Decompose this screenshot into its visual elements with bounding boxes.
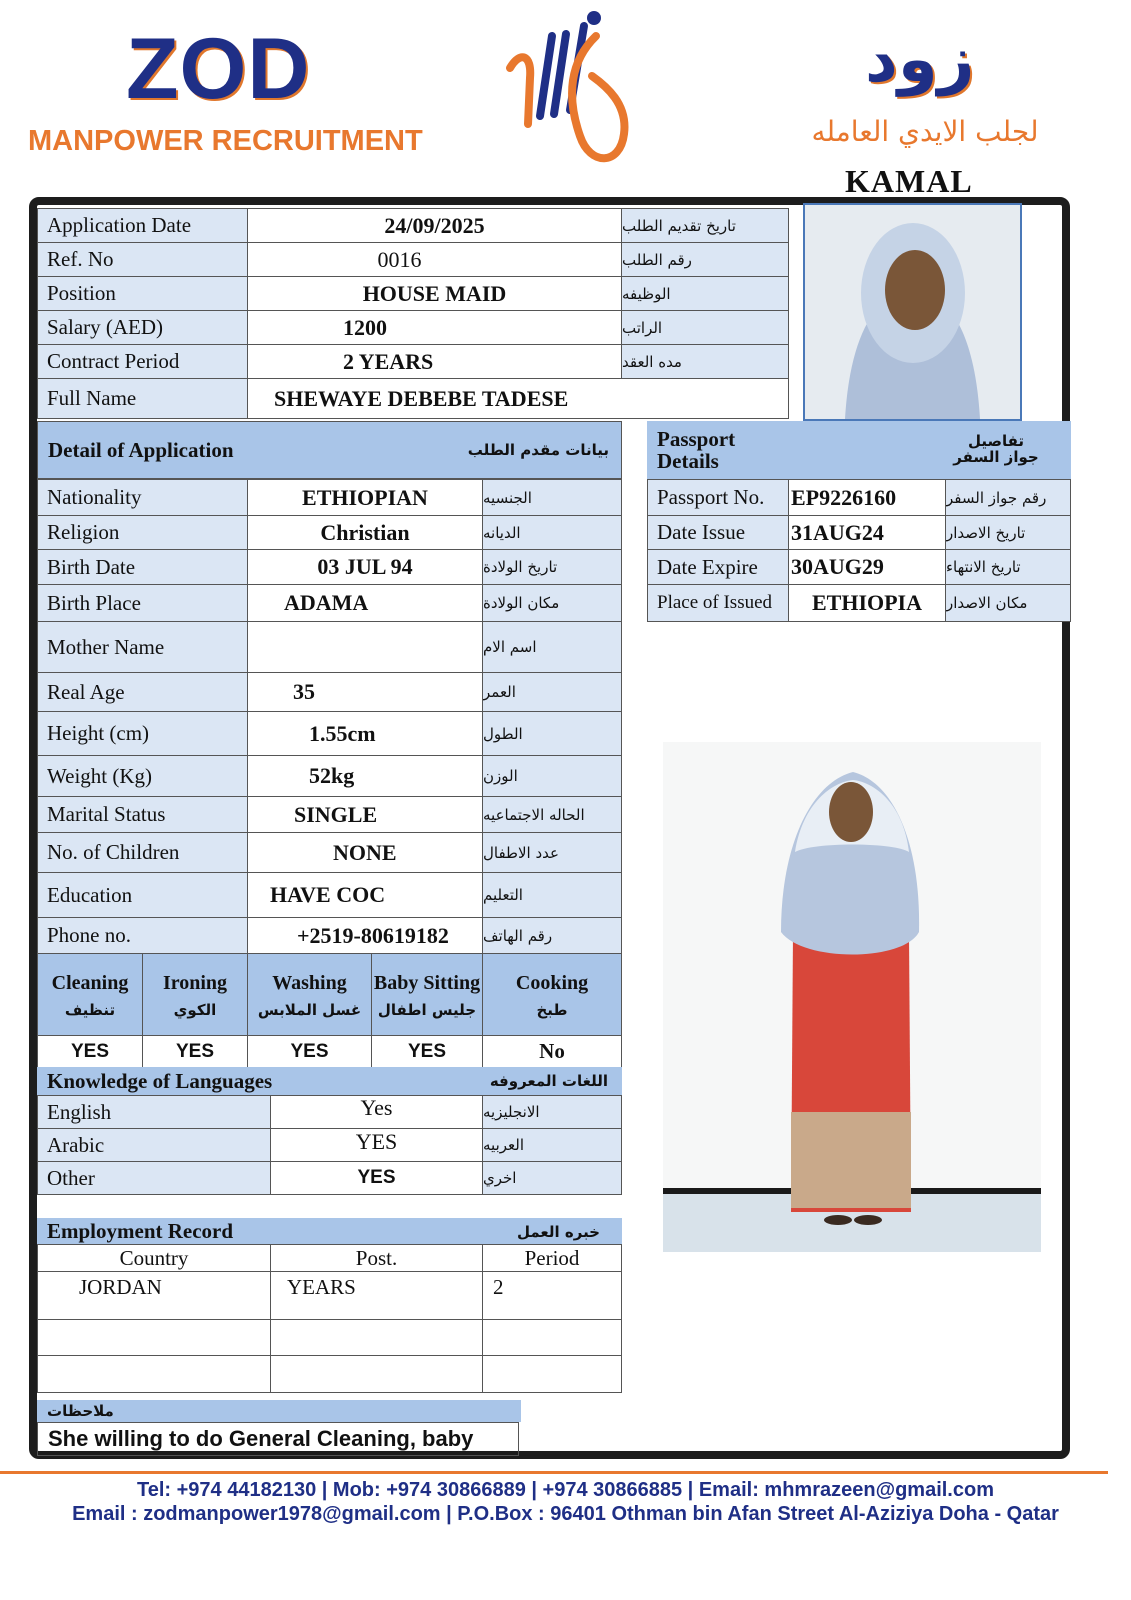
skill-baby-sitting-value: YES xyxy=(371,1035,483,1068)
nationality-label: Nationality xyxy=(37,479,248,516)
skill-baby-sitting-label: Baby Sitting xyxy=(373,971,481,994)
salary-arabic: الراتب xyxy=(621,310,789,345)
employment-row-3-period xyxy=(482,1355,622,1393)
portrait-photo xyxy=(803,203,1022,421)
marital-status-value: SINGLE xyxy=(247,796,483,833)
employment-column-post: Post. xyxy=(270,1244,483,1272)
weight-value: 52kg xyxy=(247,755,483,797)
religion-label: Religion xyxy=(37,515,248,550)
education-label: Education xyxy=(37,872,248,918)
agent-name: KAMAL xyxy=(845,163,973,199)
language-other-arabic: اخري xyxy=(482,1161,622,1195)
place-issued-label: Place of Issued xyxy=(647,584,789,622)
employment-row-1-country: JORDAN xyxy=(37,1271,271,1320)
ref-no-arabic: رقم الطلب xyxy=(621,242,789,277)
full-body-photo xyxy=(663,742,1041,1252)
nationality-value: ETHIOPIAN xyxy=(247,479,483,516)
skill-cleaning xyxy=(37,953,143,1036)
skill-cleaning-label: Cleaning xyxy=(51,971,129,994)
brand-tagline-arabic: لجلب الايدي العامله xyxy=(811,115,1039,148)
skill-ironing xyxy=(142,953,248,1036)
employment-title-arabic: خبره العمل xyxy=(516,1222,600,1241)
footer-contact-line: Tel: +974 44182130 | Mob: +974 30866889 | +974 30866885 | Email: mhmrazeen@gmail.com xyxy=(137,1479,994,1501)
salary-label: Salary (AED) xyxy=(37,310,248,345)
birth-place-value: ADAMA xyxy=(247,584,483,622)
contract-period-label: Contract Period xyxy=(37,344,248,379)
children-label: No. of Children xyxy=(37,832,248,873)
real-age-value: 35 xyxy=(247,672,483,712)
employment-header xyxy=(37,1218,622,1245)
skill-cleaning-arabic: تنظيف xyxy=(64,1000,116,1019)
detail-of-application-title-arabic: بيانات مقدم الطلب xyxy=(467,441,609,459)
contract-period-value: 2 YEARS xyxy=(247,344,622,379)
mother-name-arabic: اسم الام xyxy=(482,621,622,673)
children-value: NONE xyxy=(247,832,483,873)
full-body-photo-icon xyxy=(663,742,1041,1252)
place-issued-value: ETHIOPIA xyxy=(788,584,946,622)
skill-cooking-arabic: طبخ xyxy=(536,1000,568,1019)
education-value: HAVE COC xyxy=(247,872,483,918)
passport-header xyxy=(647,421,1071,479)
remarks-text: She willing to do General Cleaning, baby xyxy=(37,1422,519,1456)
language-other-value: YES xyxy=(270,1161,483,1195)
height-arabic: الطول xyxy=(482,711,622,756)
language-arabic-label: Arabic xyxy=(37,1128,271,1162)
brand-subtitle: MANPOWER RECRUITMENT xyxy=(28,125,423,157)
skill-washing-value: YES xyxy=(247,1035,372,1068)
birth-date-value: 03 JUL 94 xyxy=(247,549,483,585)
brand-logo-text: ZOD xyxy=(126,21,311,117)
ref-no-label: Ref. No xyxy=(37,242,248,277)
skill-washing-label: Washing xyxy=(272,971,347,994)
skill-cooking xyxy=(482,953,622,1036)
language-arabic-arabic: العربيه xyxy=(482,1128,622,1162)
skill-cooking-value: No xyxy=(482,1035,622,1068)
skill-baby-sitting-arabic: جليس اطفال xyxy=(377,1000,477,1019)
marital-status-arabic: الحاله الاجتماعيه xyxy=(482,796,622,833)
date-issue-label: Date Issue xyxy=(647,515,789,550)
remarks-title-arabic: ملاحظات xyxy=(47,1402,114,1420)
full-name-label: Full Name xyxy=(37,378,248,419)
language-english-value: Yes xyxy=(270,1095,483,1129)
position-arabic: الوظيفه xyxy=(621,276,789,311)
footer-address-line: Email : zodmanpower1978@gmail.com | P.O.Box : 96401 Othman bin Afan Street Al-Aziziya Doha - Qatar xyxy=(72,1503,1059,1525)
mother-name-value xyxy=(247,621,483,673)
mother-name-label: Mother Name xyxy=(37,621,248,673)
date-issue-value: 31AUG24 xyxy=(788,515,946,550)
languages-title-arabic: اللغات المعروفه xyxy=(489,1072,608,1090)
phone-value: +2519-80619182 xyxy=(247,917,483,954)
real-age-arabic: العمر xyxy=(482,672,622,712)
skill-ironing-arabic: الكوي xyxy=(173,1000,217,1019)
height-value: 1.55cm xyxy=(247,711,483,756)
employment-row-3-country xyxy=(37,1355,271,1393)
detail-of-application-title: Detail of Application xyxy=(48,437,234,462)
languages-title: Knowledge of Languages xyxy=(47,1068,273,1093)
weight-label: Weight (Kg) xyxy=(37,755,248,797)
date-issue-arabic: تاريخ الاصدار xyxy=(945,515,1071,550)
brand-logo-arabic: زود xyxy=(865,23,975,97)
footer-divider xyxy=(0,1471,1108,1474)
place-issued-arabic: مكان الاصدار xyxy=(945,584,1071,622)
application-date-arabic: تاريخ تقديم الطلب xyxy=(621,208,789,243)
education-arabic: التعليم xyxy=(482,872,622,918)
passport-no-label: Passport No. xyxy=(647,479,789,516)
detail-of-application-header xyxy=(37,421,622,479)
application-date-value: 24/09/2025 xyxy=(247,208,622,243)
position-label: Position xyxy=(37,276,248,311)
passport-title-arabic: تفاصيل جواز السفر xyxy=(953,432,1039,466)
skill-cleaning-value: YES xyxy=(37,1035,143,1068)
employment-row-2-period xyxy=(482,1319,622,1356)
employment-row-1-period: 2 xyxy=(482,1271,622,1320)
employment-row-1-post: YEARS xyxy=(270,1271,483,1320)
skill-ironing-value: YES xyxy=(142,1035,248,1068)
portrait-photo-icon xyxy=(805,205,1020,419)
language-arabic-value: YES xyxy=(270,1128,483,1162)
employment-row-3-post xyxy=(270,1355,483,1393)
passport-title: Passport Details xyxy=(657,426,736,473)
skill-ironing-label: Ironing xyxy=(162,971,228,994)
marital-status-label: Marital Status xyxy=(37,796,248,833)
employment-column-country: Country xyxy=(37,1244,271,1272)
birth-date-label: Birth Date xyxy=(37,549,248,585)
employment-column-period: Period xyxy=(482,1244,622,1272)
religion-arabic: الديانه xyxy=(482,515,622,550)
contract-period-arabic: مده العقد xyxy=(621,344,789,379)
skill-baby-sitting xyxy=(371,953,483,1036)
application-date-label: Application Date xyxy=(37,208,248,243)
position-value: HOUSE MAID xyxy=(247,276,622,311)
passport-no-value: EP9226160 xyxy=(788,479,946,516)
remarks-header xyxy=(37,1400,521,1422)
weight-arabic: الوزن xyxy=(482,755,622,797)
employment-row-2-post xyxy=(270,1319,483,1356)
phone-label: Phone no. xyxy=(37,917,248,954)
date-expire-value: 30AUG29 xyxy=(788,549,946,585)
ref-no-value: 0016 xyxy=(247,242,622,277)
real-age-label: Real Age xyxy=(37,672,248,712)
full-name-value: SHEWAYE DEBEBE TADESE xyxy=(247,378,789,419)
employment-row-2-country xyxy=(37,1319,271,1356)
skill-cooking-label: Cooking xyxy=(515,971,589,994)
children-arabic: عدد الاطفال xyxy=(482,832,622,873)
date-expire-label: Date Expire xyxy=(647,549,789,585)
birth-date-arabic: تاريخ الولادة xyxy=(482,549,622,585)
phone-arabic: رقم الهاتف xyxy=(482,917,622,954)
language-english-label: English xyxy=(37,1095,271,1129)
height-label: Height (cm) xyxy=(37,711,248,756)
birth-place-label: Birth Place xyxy=(37,584,248,622)
salary-value: 1200 xyxy=(247,310,622,345)
skill-washing-arabic: غسل الملابس xyxy=(257,1000,362,1019)
birth-place-arabic: مكان الولادة xyxy=(482,584,622,622)
languages-header xyxy=(37,1067,622,1095)
passport-no-arabic: رقم جواز السفر xyxy=(945,479,1071,516)
language-english-arabic: الانجليزيه xyxy=(482,1095,622,1129)
date-expire-arabic: تاريخ الانتهاء xyxy=(945,549,1071,585)
nationality-arabic: الجنسيه xyxy=(482,479,622,516)
religion-value: Christian xyxy=(247,515,483,550)
employment-title: Employment Record xyxy=(47,1219,234,1243)
skill-washing xyxy=(247,953,372,1036)
company-logo-icon xyxy=(500,6,640,176)
language-other-label: Other xyxy=(37,1161,271,1195)
